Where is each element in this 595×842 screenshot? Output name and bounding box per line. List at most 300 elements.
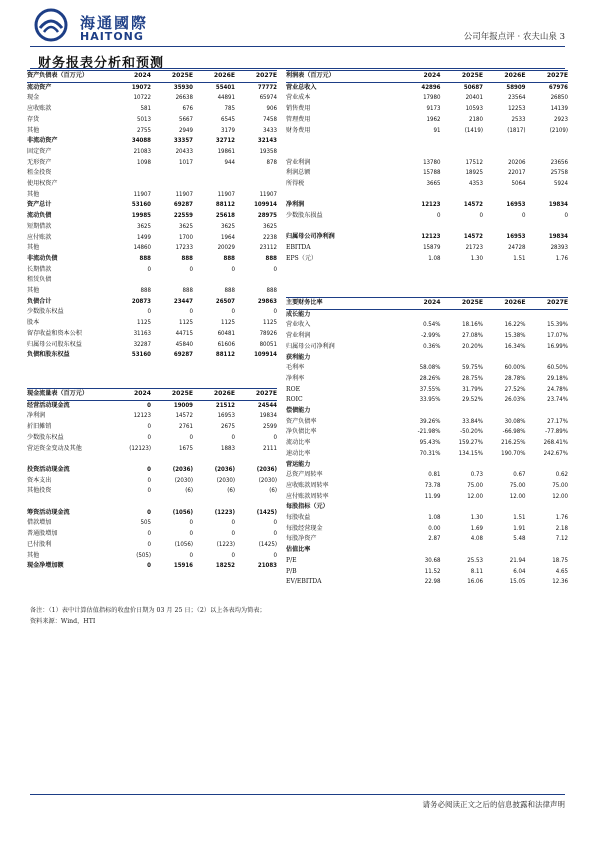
- row-label: 每股收益: [286, 514, 311, 522]
- cell-value: [441, 190, 484, 201]
- cell-value: 15.05: [509, 578, 526, 586]
- table-row: [286, 320, 568, 331]
- footer-divider: [30, 794, 565, 795]
- table-row: [286, 115, 568, 126]
- cell-value: [109, 275, 151, 286]
- cell-value: 27.17%: [547, 417, 568, 425]
- cell-value: 19834: [548, 233, 568, 241]
- cell-value: 75.00: [467, 481, 483, 489]
- cell-value: 45840: [175, 340, 193, 348]
- cell-value: 22.98: [424, 578, 441, 586]
- cell-value: 878: [266, 158, 277, 166]
- column-header: 2024: [109, 389, 151, 401]
- cell-value: 0: [522, 212, 526, 220]
- column-header: 2026E: [193, 389, 235, 401]
- cell-value: [483, 502, 526, 513]
- table-row: [27, 222, 277, 233]
- cell-value: 785: [224, 105, 235, 113]
- row-label: 其他: [27, 287, 40, 295]
- cell-value: 1.76: [555, 514, 568, 522]
- cell-value: 888: [181, 254, 193, 262]
- cell-value: 0: [189, 519, 193, 527]
- row-label: ROIC: [286, 396, 303, 404]
- cell-value: 21512: [215, 401, 235, 409]
- cell-value: [526, 460, 569, 471]
- cell-value: 28975: [257, 212, 277, 220]
- cell-value: 88112: [215, 351, 235, 359]
- cell-value: 12123: [421, 233, 441, 241]
- cell-value: 5.48: [513, 535, 526, 543]
- cell-value: 159.27%: [458, 439, 483, 447]
- row-label: EPS（元）: [286, 254, 318, 262]
- cell-value: (2030): [258, 476, 277, 484]
- cell-value: 5013: [137, 115, 151, 123]
- cell-value: 0.62: [555, 471, 568, 479]
- column-header: 2025E: [441, 71, 484, 83]
- table-row: [27, 350, 277, 361]
- cell-value: 25.53: [467, 556, 483, 564]
- row-label: 负债合计: [27, 297, 52, 305]
- cell-value: 19834: [259, 412, 277, 420]
- table-row: [286, 222, 568, 233]
- cell-value: [398, 136, 441, 147]
- row-label: 资产负债率: [286, 417, 317, 425]
- cell-value: 6545: [221, 115, 235, 123]
- table-row: [27, 422, 277, 433]
- cell-value: 14572: [175, 412, 193, 420]
- table-row: [27, 233, 277, 244]
- row-label: ROE: [286, 385, 301, 393]
- cell-value: 2599: [263, 423, 277, 431]
- cell-value: 12.00: [552, 492, 568, 500]
- cell-value: (2036): [256, 465, 277, 473]
- cell-value: 0: [147, 476, 151, 484]
- cell-value: 0: [147, 265, 151, 273]
- cell-value: 80051: [259, 340, 277, 348]
- row-label: 普通股增加: [27, 530, 58, 538]
- column-header: 2027E: [235, 389, 277, 401]
- cell-value: 75.00: [552, 481, 568, 489]
- cell-value: 29.52%: [462, 396, 483, 404]
- cell-value: (6): [227, 487, 235, 495]
- table-row: [27, 529, 277, 540]
- cell-value: 11.99: [424, 492, 441, 500]
- cell-value: 19861: [217, 147, 235, 155]
- table-row: [286, 470, 568, 481]
- cell-value: [398, 545, 441, 556]
- cell-value: 16.22%: [504, 321, 526, 329]
- cell-value: 15.38%: [504, 332, 526, 340]
- cell-value: 26850: [550, 94, 568, 102]
- cell-value: 44891: [217, 94, 235, 102]
- cell-value: 109914: [254, 351, 277, 359]
- cell-value: 1962: [426, 115, 441, 123]
- cell-value: 9173: [426, 105, 441, 113]
- cell-value: 1.69: [470, 524, 483, 532]
- table-row: [286, 342, 568, 353]
- table-row: [286, 385, 568, 396]
- cell-value: 14139: [550, 105, 568, 113]
- cell-value: [151, 497, 193, 508]
- row-label: P/B: [286, 567, 297, 575]
- table-row: [286, 136, 568, 147]
- cell-value: (2030): [174, 476, 193, 484]
- cell-value: 24728: [508, 244, 526, 252]
- cell-value: 0: [273, 308, 277, 316]
- cell-value: 16.34%: [504, 342, 526, 350]
- cell-value: [109, 497, 151, 508]
- cell-value: 17233: [175, 244, 193, 252]
- cell-value: 888: [266, 287, 277, 295]
- cell-value: 29.18%: [547, 374, 568, 382]
- table-row: [27, 136, 277, 147]
- cell-value: 20.20%: [462, 342, 483, 350]
- cell-value: 15879: [423, 244, 441, 252]
- cell-value: 12.00: [467, 492, 483, 500]
- cell-value: 14572: [463, 233, 483, 241]
- cell-value: 1125: [179, 319, 193, 327]
- cell-value: 888: [223, 254, 235, 262]
- column-header: 2026E: [193, 71, 235, 83]
- row-label: 流动资产: [27, 83, 52, 91]
- table-row: [286, 309, 568, 320]
- table-row: [286, 395, 568, 406]
- cell-value: 0: [147, 401, 151, 409]
- cell-value: (505): [136, 551, 151, 559]
- cell-value: 11907: [175, 190, 193, 198]
- table-row: [286, 502, 568, 513]
- cell-value: 15788: [423, 169, 441, 177]
- cell-value: 69287: [173, 201, 193, 209]
- row-label: 管理费用: [286, 115, 311, 123]
- cell-value: (6): [269, 487, 277, 495]
- row-label: 使用权资产: [27, 180, 58, 188]
- cell-value: 12.00: [509, 492, 526, 500]
- cell-value: 26638: [175, 94, 193, 102]
- table-title: 利润表（百万元）: [286, 71, 398, 83]
- cell-value: 1125: [137, 319, 151, 327]
- table-row: [286, 492, 568, 503]
- cell-value: 16.99%: [547, 342, 568, 350]
- document-type: 公司年报点评 · 农夫山泉 3: [463, 32, 565, 42]
- cell-value: [235, 454, 277, 465]
- cell-value: 19834: [548, 201, 568, 209]
- cell-value: 242.67%: [543, 449, 568, 457]
- cell-value: [398, 353, 441, 364]
- cell-value: 0: [273, 519, 277, 527]
- cell-value: 1017: [179, 158, 193, 166]
- cell-value: 32143: [257, 137, 277, 145]
- cell-value: 505: [140, 519, 151, 527]
- cell-value: [483, 136, 526, 147]
- cell-value: 0.54%: [423, 321, 441, 329]
- cell-value: 2180: [469, 115, 483, 123]
- cell-value: 1964: [221, 233, 235, 241]
- cell-value: 1.76: [555, 254, 568, 262]
- table-row: [286, 406, 568, 417]
- cell-value: 50687: [463, 83, 483, 91]
- cell-value: 1883: [221, 444, 235, 452]
- cell-value: 14572: [463, 201, 483, 209]
- cell-value: 95.43%: [419, 439, 441, 447]
- cell-value: 0: [231, 519, 235, 527]
- cell-value: 888: [224, 287, 235, 295]
- row-label: 每股净资产: [286, 535, 317, 543]
- row-label: 短期借款: [27, 222, 52, 230]
- table-row: [286, 481, 568, 492]
- table-row: [27, 147, 277, 158]
- cell-value: 3179: [221, 126, 235, 134]
- column-header: 2025E: [151, 389, 193, 401]
- cell-value: 33.95%: [419, 396, 441, 404]
- table-row: [286, 374, 568, 385]
- cell-value: 8.11: [470, 567, 483, 575]
- row-label: 现金净增加额: [27, 562, 64, 570]
- table-row: [286, 179, 568, 190]
- cell-value: 1.51: [513, 254, 526, 262]
- cell-value: [235, 275, 277, 286]
- cell-value: 134.15%: [458, 449, 483, 457]
- row-label: 其他: [27, 551, 40, 559]
- cell-value: (1223): [216, 540, 235, 548]
- table-row: [27, 508, 277, 519]
- cell-value: 1.30: [470, 514, 483, 522]
- balance-sheet-table: [27, 70, 277, 361]
- table-row: [286, 417, 568, 428]
- table-row: [27, 286, 277, 297]
- table-row: [286, 427, 568, 438]
- table-row: [27, 297, 277, 308]
- cell-value: 88112: [215, 201, 235, 209]
- cell-value: 25758: [550, 169, 568, 177]
- cell-value: 11907: [217, 190, 235, 198]
- table-row: [286, 168, 568, 179]
- row-label: 应收账款: [27, 105, 52, 113]
- cell-value: 28.26%: [419, 374, 441, 382]
- table-row: [286, 254, 568, 265]
- cell-value: [109, 179, 151, 190]
- cell-value: 59.75%: [462, 364, 483, 372]
- row-label: 负债和股东权益: [27, 351, 70, 359]
- row-label: [286, 190, 398, 201]
- cell-value: 19358: [259, 147, 277, 155]
- cell-value: 17.07%: [547, 332, 568, 340]
- table-row: [286, 93, 568, 104]
- cell-value: [151, 179, 193, 190]
- table-row: [27, 190, 277, 201]
- row-label: 销售费用: [286, 105, 311, 113]
- cell-value: 3625: [179, 222, 193, 230]
- cell-value: 0: [147, 465, 151, 473]
- cell-value: -77.89%: [545, 428, 568, 436]
- row-label: 其他: [27, 190, 40, 198]
- cell-value: 42896: [421, 83, 441, 91]
- cell-value: 11.52: [424, 567, 441, 575]
- cell-value: 1.30: [470, 254, 483, 262]
- cell-value: 0: [231, 551, 235, 559]
- table-row: [27, 476, 277, 487]
- cell-value: 20206: [508, 158, 526, 166]
- table-row: [27, 329, 277, 340]
- cell-value: 20029: [217, 244, 235, 252]
- cell-value: 0.73: [470, 471, 483, 479]
- row-label: EBITDA: [286, 244, 311, 252]
- page-header: [30, 6, 565, 46]
- cell-value: [483, 406, 526, 417]
- row-label: 租赁负债: [27, 276, 52, 284]
- cell-value: 25618: [215, 212, 235, 220]
- section-title: 财务报表分析和预测: [38, 56, 165, 71]
- column-header: 2024: [398, 298, 441, 310]
- cell-value: 3665: [426, 180, 441, 187]
- row-label: 固定资产: [27, 147, 52, 155]
- cell-value: (1817): [507, 126, 526, 134]
- row-label: 净利率: [286, 374, 305, 382]
- table-row: [286, 460, 568, 471]
- cell-value: 0: [147, 530, 151, 538]
- cell-value: [441, 545, 484, 556]
- row-label: 资本支出: [27, 476, 52, 484]
- table-row: [286, 556, 568, 567]
- cell-value: [109, 168, 151, 179]
- row-label: 所得税: [286, 180, 305, 187]
- row-label: 归属母公司股东权益: [27, 340, 82, 348]
- row-label: 已付股利: [27, 540, 52, 548]
- cell-value: [235, 168, 277, 179]
- table-row: [286, 158, 568, 169]
- row-label: 营业收入: [286, 321, 311, 329]
- cell-value: 17980: [423, 94, 441, 102]
- cell-value: [441, 460, 484, 471]
- row-label: 净利润: [27, 412, 46, 420]
- cell-value: 1.08: [428, 254, 441, 262]
- table-row: [27, 158, 277, 169]
- cell-value: [526, 222, 569, 233]
- cell-value: [398, 190, 441, 201]
- row-label: 非流动负债: [27, 254, 58, 262]
- cell-value: 0: [189, 308, 193, 316]
- row-label: 流动负债: [27, 212, 52, 220]
- cell-value: 2923: [554, 115, 568, 123]
- row-label: 股本: [27, 319, 40, 327]
- row-label: 存货: [27, 115, 40, 123]
- cell-value: 3625: [263, 222, 277, 230]
- cell-value: 12123: [133, 412, 151, 420]
- cell-value: [398, 460, 441, 471]
- row-label: 偿债能力: [286, 407, 311, 415]
- cell-value: 24.78%: [547, 385, 568, 393]
- cell-value: [483, 545, 526, 556]
- cell-value: 0.00: [428, 524, 441, 532]
- cell-value: 0: [189, 551, 193, 559]
- cell-value: [235, 179, 277, 190]
- row-label: 估值比率: [286, 546, 311, 554]
- cell-value: 39.26%: [419, 417, 441, 425]
- cell-value: 4353: [469, 180, 483, 187]
- cell-value: [235, 497, 277, 508]
- table-row: [286, 126, 568, 137]
- cell-value: 70.31%: [419, 449, 441, 457]
- row-label: [286, 222, 398, 233]
- row-label: 应收账款周转率: [286, 481, 329, 489]
- brand-name-cn: 海通國際: [80, 14, 149, 32]
- haitong-logo-icon: [34, 8, 74, 42]
- table-row: [27, 433, 277, 444]
- row-label: 折旧摊销: [27, 423, 52, 431]
- cell-value: 3625: [137, 222, 151, 230]
- table-row: [27, 275, 277, 286]
- cell-value: 12123: [421, 201, 441, 209]
- brand-name-en: HAITONG: [80, 30, 144, 43]
- row-label: 营业利润: [286, 332, 311, 340]
- table-row: [27, 340, 277, 351]
- cell-value: 58.08%: [419, 364, 441, 372]
- cell-value: 5064: [511, 180, 526, 187]
- table-row: [27, 265, 277, 276]
- cell-value: 2.18: [555, 524, 568, 532]
- cell-value: [151, 454, 193, 465]
- row-label: 成长能力: [286, 310, 311, 318]
- cell-value: 28.75%: [462, 374, 483, 382]
- table-row: [286, 200, 568, 211]
- table-row: [27, 400, 277, 411]
- notes: [30, 605, 266, 627]
- row-label: 应付账款: [27, 233, 52, 241]
- table-row: [286, 577, 568, 588]
- table-row: [286, 449, 568, 460]
- cell-value: [398, 147, 441, 158]
- table-row: [27, 115, 277, 126]
- cell-value: 29863: [257, 297, 277, 305]
- cell-value: [193, 168, 235, 179]
- table-row: [286, 545, 568, 556]
- table-row: [286, 243, 568, 254]
- column-header: 2024: [398, 71, 441, 83]
- cell-value: 3433: [263, 126, 277, 134]
- table-row: [27, 200, 277, 211]
- cell-value: 906: [266, 105, 277, 113]
- table-row: [27, 518, 277, 529]
- cell-value: 0: [479, 212, 483, 220]
- source-line: 资料来源：Wind，HTI: [30, 618, 96, 625]
- row-label: 少数股东权益: [27, 308, 64, 316]
- row-label: 长期借款: [27, 265, 52, 273]
- cell-value: 2.87: [428, 535, 441, 543]
- cell-value: 2675: [221, 423, 235, 431]
- table-row: [27, 486, 277, 497]
- table-row: [27, 561, 277, 572]
- table-row: [27, 93, 277, 104]
- cell-value: 0: [273, 265, 277, 273]
- column-header: 2027E: [526, 71, 569, 83]
- cell-value: 0: [147, 562, 151, 570]
- cell-value: [441, 222, 484, 233]
- row-label: 每股经营现金: [286, 524, 323, 532]
- cell-value: 19985: [131, 212, 151, 220]
- row-label: [27, 454, 109, 465]
- cell-value: 31163: [133, 329, 151, 337]
- cell-value: -66.98%: [502, 428, 526, 436]
- row-label: 资产总计: [27, 201, 52, 209]
- table-row: [286, 190, 568, 201]
- cell-value: [483, 190, 526, 201]
- cell-value: [398, 222, 441, 233]
- cell-value: 26507: [215, 297, 235, 305]
- row-label: 毛利率: [286, 364, 305, 372]
- cell-value: 27.52%: [504, 385, 526, 393]
- table-row: [286, 104, 568, 115]
- cell-value: 0.67: [513, 471, 526, 479]
